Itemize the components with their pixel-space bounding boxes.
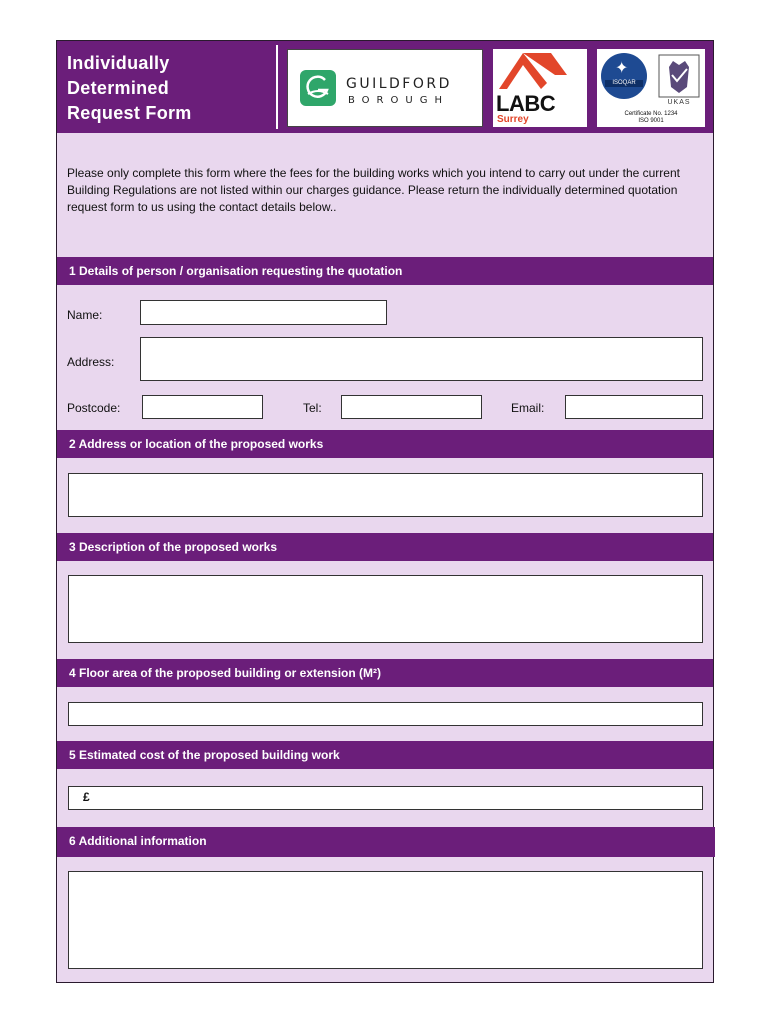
isoqar-label: ISOQAR [605,80,643,87]
name-field[interactable] [140,300,387,325]
name-label: Name: [67,308,103,322]
postcode-field[interactable] [142,395,263,419]
tel-field[interactable] [341,395,482,419]
email-label: Email: [511,401,545,415]
section-1-header [57,257,713,285]
postcode-label: Postcode: [67,401,121,415]
intro-paragraph: Please only complete this form where the fees for the building works which you intend to carry out under the current Building Regulations are not listed within our charges guidance. Please return the individually determined quotation request form to us using the contact details below.. [67,166,680,214]
section-1-title: 1 Details of person / organisation requesting the quotation [69,264,403,278]
certification-logos [597,49,705,127]
ukas-crown-icon [657,53,701,99]
labc-roof-icon [493,49,587,93]
section-2-header [57,430,713,458]
title-line-2: Determined [67,78,170,98]
floor-area-field[interactable] [68,702,703,726]
borough-text: BOROUGH [348,95,449,106]
certificate-number: Certificate No. 1234 [624,111,678,117]
certificate-standard: ISO 9001 [638,118,664,124]
form-title [67,51,192,126]
guildford-text: GUILDFORD [346,76,452,92]
email-field[interactable] [565,395,703,419]
form-header [57,41,713,133]
section-6-header [57,827,715,857]
section-4-header [57,659,713,687]
labc-text: LABC [496,91,556,116]
additional-info-field[interactable] [68,871,703,969]
estimated-cost-field[interactable] [68,786,703,810]
request-form [56,40,714,983]
title-line-1: Individually [67,53,170,73]
section-3-header [57,533,713,561]
address-label: Address: [67,355,115,369]
address-field[interactable] [140,337,703,381]
guildford-mark-icon [300,70,336,106]
title-line-3: Request Form [67,103,192,123]
works-location-field[interactable] [68,473,703,517]
section-6-title: 6 Additional information [69,834,207,848]
labc-logo [493,49,587,127]
header-divider [276,45,278,129]
tel-label: Tel: [303,401,322,415]
pound-sign: £ [83,790,90,804]
works-description-field[interactable] [68,575,703,643]
isoqar-badge-icon: ✦ ISOQAR [601,53,647,99]
labc-region: Surrey [497,114,529,125]
section-3-title: 3 Description of the proposed works [69,540,278,554]
ukas-label: UKAS [667,99,691,106]
section-5-header [57,741,713,769]
section-2-title: 2 Address or location of the proposed works [69,437,324,451]
guildford-logo [287,49,483,127]
section-5-title: 5 Estimated cost of the proposed building work [69,748,340,762]
section-4-title: 4 Floor area of the proposed building or extension (M²) [69,666,382,680]
